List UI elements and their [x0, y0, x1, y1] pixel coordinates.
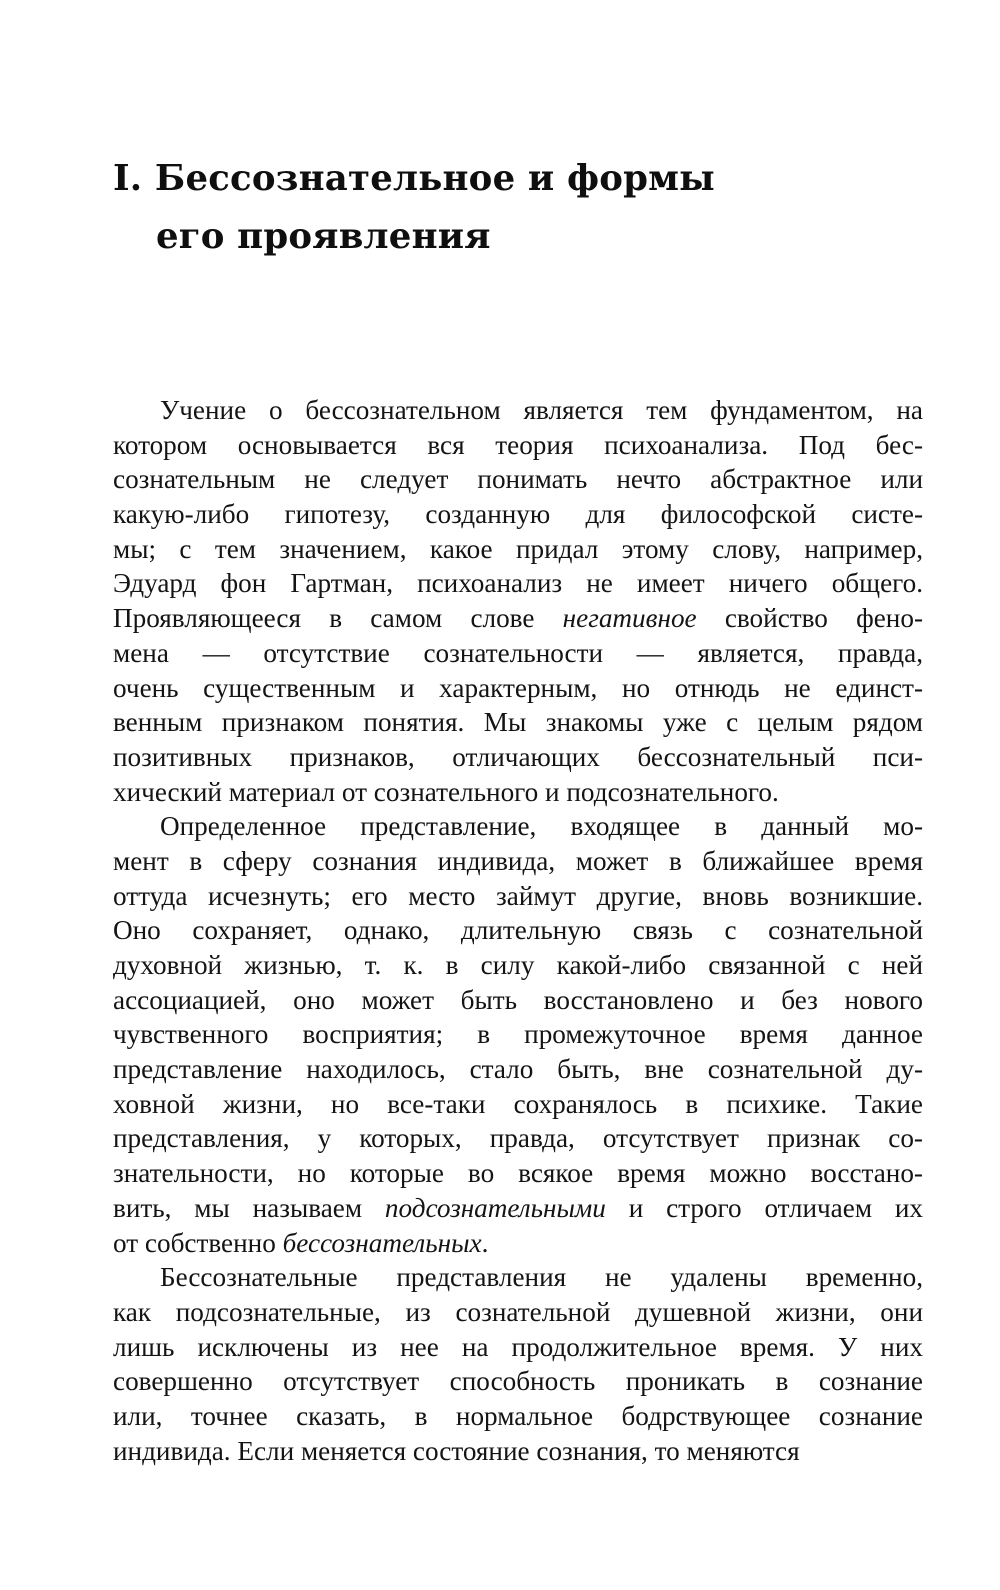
- paragraph: [113, 393, 923, 809]
- text-line: Оно сохраняет, однако, длительную связь с сознательной: [113, 915, 923, 946]
- text-line: сознательным не следует понимать нечто абстрактное или: [113, 464, 923, 495]
- text-line: мент в сферу сознания индивида, может в ближайшее время: [113, 845, 923, 876]
- text-line: хический материал от сознательного и подсознательного.: [113, 776, 779, 807]
- chapter-title-line: его проявления: [156, 216, 491, 257]
- body-text: [113, 393, 923, 1468]
- text-line: позитивных признаков, отличающих бессознательный пси-: [113, 741, 923, 772]
- text-line: чувственного восприятия; в промежуточное время данное: [113, 1019, 923, 1050]
- italic-term: негативное: [562, 603, 697, 634]
- text-line: лишь исключены из нее на продолжительное время. У них: [113, 1331, 923, 1362]
- text-line: мена — отсутствие сознательности — является, правда,: [113, 637, 923, 668]
- paragraph: [113, 809, 923, 1260]
- italic-term: подсознательными: [384, 1192, 606, 1223]
- text-line: Определенное представление, входящее в данный мо-: [160, 811, 923, 842]
- text-line: индивида. Если меняется состояние сознания, то меняются: [113, 1435, 800, 1466]
- text-line: оттуда исчезнуть; его место займут другие, вновь возникшие.: [113, 880, 923, 911]
- text-line: или, точнее сказать, в нормальное бодрствующее сознание: [113, 1400, 923, 1431]
- text-line: ховной жизни, но все-таки сохранялось в психике. Такие: [113, 1088, 923, 1119]
- text-line: от собственно бессознательных.: [113, 1227, 489, 1258]
- text-line: ассоциацией, оно может быть восстановлено и без нового: [113, 984, 923, 1015]
- text-line: Учение о бессознательном является тем фундаментом, на: [160, 395, 923, 425]
- text-line: Эдуард фон Гартман, психоанализ не имеет ничего общего.: [113, 568, 923, 599]
- text-line: мы; с тем значением, какое придал этому слову, например,: [113, 533, 923, 564]
- text-line: духовной жизнью, т. к. в силу какой-либо связанной с ней: [113, 950, 923, 980]
- text-line: как подсознательные, из сознательной душевной жизни, они: [113, 1296, 923, 1327]
- text-line: представление находилось, стало быть, вне сознательной ду-: [113, 1054, 923, 1085]
- text-line: вить, мы называем подсознательными и строго отличаем их: [113, 1192, 923, 1223]
- chapter-title: [113, 150, 715, 266]
- text-line: котором основывается вся теория психоанализа. Под бес-: [113, 429, 923, 460]
- italic-term: бессознательных: [282, 1227, 482, 1258]
- text-line: знательности, но которые во всякое время можно восстано-: [113, 1158, 923, 1189]
- text-line: Проявляющееся в самом слове негативное свойство фено-: [113, 603, 923, 634]
- text-line: какую-либо гипотезу, созданную для философской систе-: [113, 499, 923, 530]
- text-line: венным признаком понятия. Мы знакомы уже с целым рядом: [113, 707, 923, 738]
- text-line: очень существенным и характерным, но отнюдь не единст-: [113, 672, 923, 703]
- text-line: Бессознательные представления не удалены временно,: [160, 1262, 923, 1293]
- chapter-title-line: I. Бессознательное и формы: [113, 158, 715, 199]
- text-line: представления, у которых, правда, отсутствует признак со-: [113, 1123, 923, 1154]
- paragraph: [113, 1260, 923, 1468]
- text-line: совершенно отсутствует способность проникать в сознание: [113, 1366, 923, 1397]
